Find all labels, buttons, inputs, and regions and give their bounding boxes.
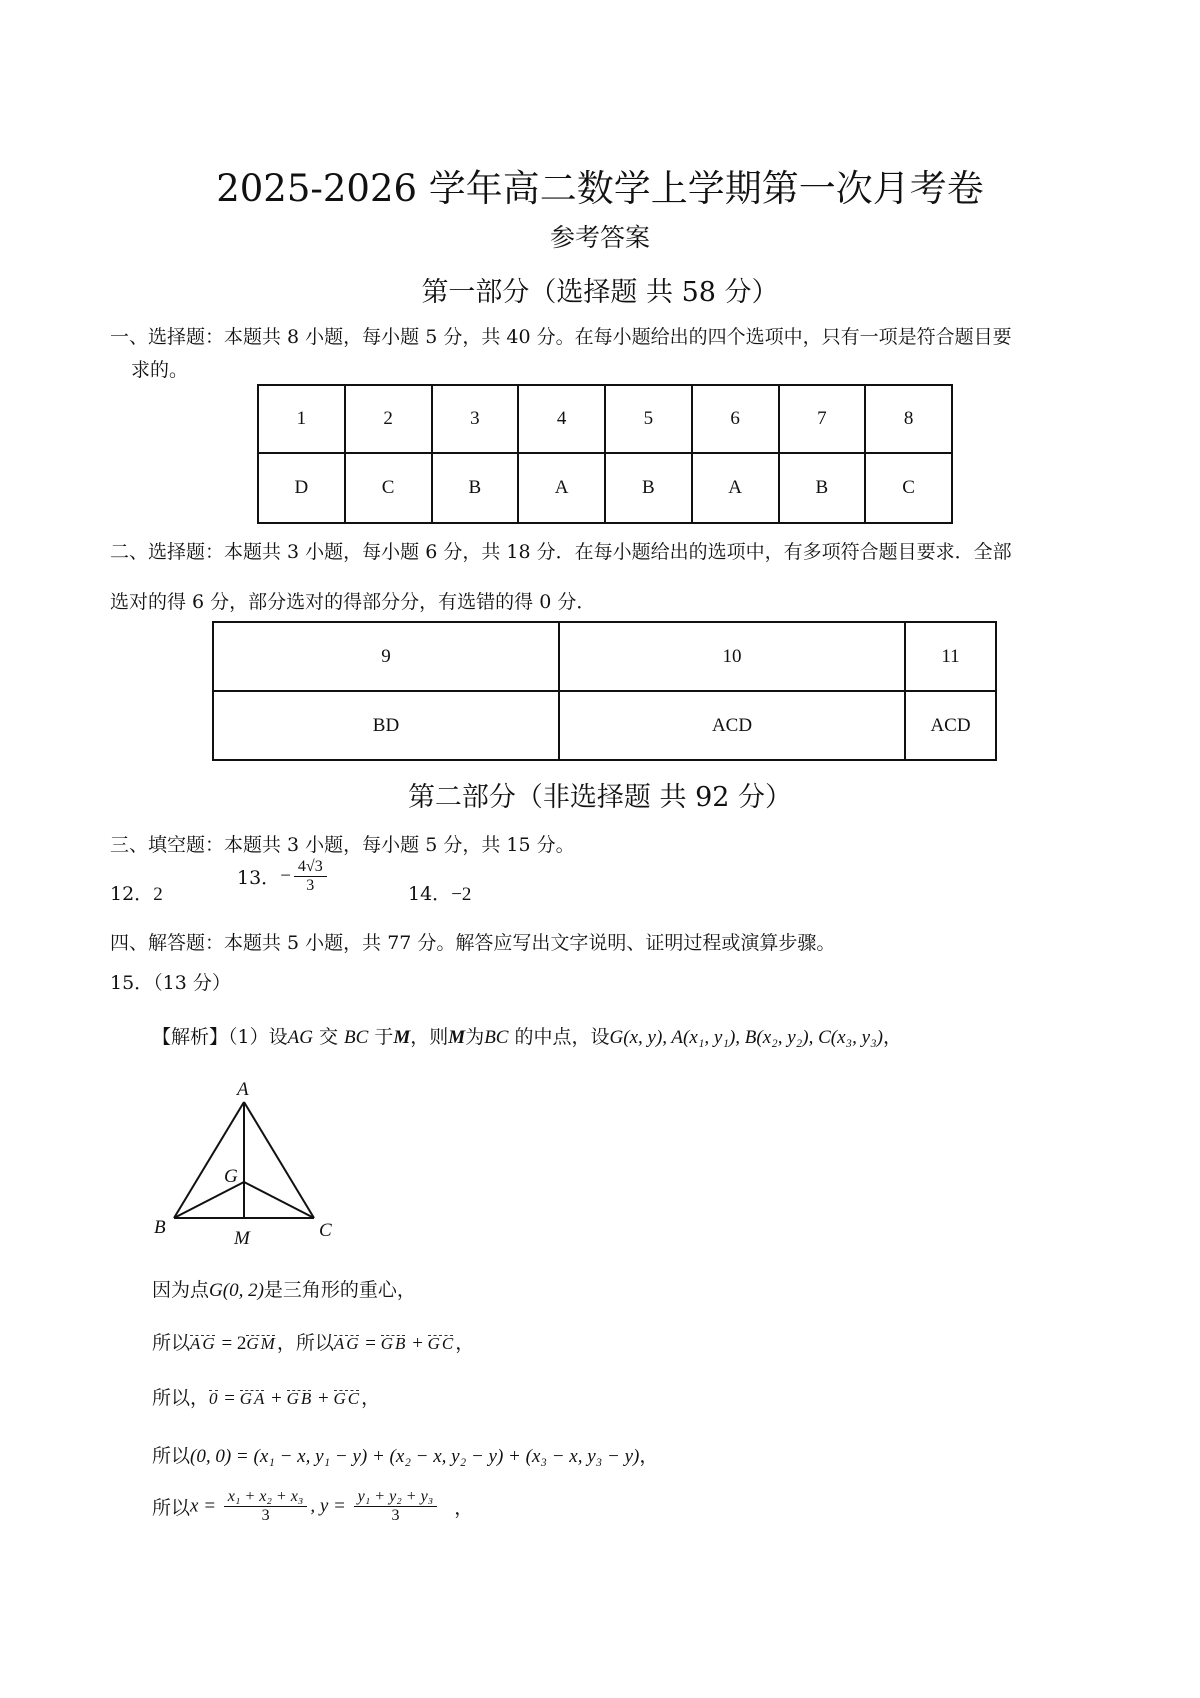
analysis-text: 所以 (152, 1332, 191, 1354)
math-segment: AG (287, 1027, 313, 1048)
analysis-text: 是三角形的重心， (263, 1279, 416, 1301)
math-operator: = (360, 1333, 381, 1354)
table-cell: 2 (345, 385, 432, 453)
math-segment: BC (484, 1027, 509, 1048)
question-label: 13． (237, 867, 281, 889)
analysis-text: ， (455, 1332, 475, 1354)
vector: GC (333, 1389, 362, 1408)
math-segment: BC (344, 1027, 369, 1048)
math-operator: = 2 (216, 1333, 247, 1354)
part2-heading: 第二部分（非选择题 共 92 分） (407, 782, 793, 813)
table-row (213, 622, 996, 691)
table-cell: 4 (518, 385, 605, 453)
table-cell: B (605, 453, 692, 523)
section1-intro-line2: 求的。 (131, 359, 189, 381)
analysis-text: 于 (368, 1026, 394, 1048)
analysis-text: 所以 (152, 1497, 191, 1519)
analysis-text: ， (639, 1445, 659, 1467)
table-cell: C (345, 453, 432, 523)
answer-value: 2 (153, 884, 163, 905)
analysis-text: 因为点 (152, 1279, 210, 1301)
table-cell: 6 (692, 385, 779, 453)
section1-intro-line1: 一、选择题：本题共 8 小题，每小题 5 分，共 40 分。在每小题给出的四个选项中，只有一项是符合题目要 (110, 326, 1012, 348)
analysis-text: ， (883, 1026, 903, 1048)
triangle-figure (150, 1078, 350, 1248)
fill-answer-13 (237, 858, 330, 895)
table-cell: B (779, 453, 866, 523)
vector: GM (246, 1334, 277, 1353)
table-cell: BD (213, 691, 559, 760)
analysis-text: 所以 (152, 1445, 191, 1467)
answer-table-multi-choice (212, 621, 997, 761)
vector: GC (427, 1334, 456, 1353)
math-operator: = (219, 1388, 240, 1409)
vertex-label-c: C (319, 1220, 332, 1241)
analysis-text: ，所以 (276, 1332, 334, 1354)
table-cell: 8 (865, 385, 952, 453)
vector: AG (190, 1334, 217, 1353)
table-cell: ACD (559, 691, 905, 760)
section4-intro: 四、解答题：本题共 5 小题，共 77 分。解答应写出文字说明、证明过程或演算步骤。 (110, 932, 836, 954)
table-cell: C (865, 453, 952, 523)
math-operator: + (266, 1388, 287, 1409)
vector: GB (380, 1334, 408, 1353)
math-expression: (0, 0) = (x₁ − x, y₁ − y) + (x₂ − x, y₂ − y) + (x₃ − x, y₃ − y) (190, 1446, 640, 1467)
analysis-line-6 (152, 1488, 473, 1525)
table-cell: A (692, 453, 779, 523)
midpoint-label-m: M (234, 1228, 250, 1248)
vector: GB (286, 1389, 314, 1408)
table-cell: 9 (213, 622, 559, 691)
analysis-text: ， (361, 1387, 381, 1409)
analysis-line-4 (152, 1383, 380, 1410)
answer-sign: − (280, 865, 291, 887)
centroid-label-g: G (224, 1166, 238, 1187)
vertex-label-b: B (154, 1217, 166, 1238)
vector: AG (333, 1334, 361, 1353)
analysis-text: 所以， (152, 1387, 210, 1409)
table-cell: 10 (559, 622, 905, 691)
analysis-text: （1）设 (228, 1026, 288, 1048)
answer-value: −2 (451, 884, 472, 905)
table-row (258, 453, 952, 523)
analysis-text: 的中点，设 (508, 1026, 610, 1048)
table-row (258, 385, 952, 453)
part1-heading: 第一部分（选择题 共 58 分） (421, 277, 779, 308)
fraction-numerator: 4√3 (294, 858, 327, 877)
analysis-text: ， (454, 1497, 474, 1519)
question-label: 14． (408, 883, 452, 905)
table-cell: A (518, 453, 605, 523)
fraction-numerator: y₁ + y₂ + y₃ (354, 1488, 438, 1507)
fill-answer-12 (110, 879, 163, 906)
math-fraction (224, 1488, 308, 1525)
page-title: 2025-2026 学年高二数学上学期第一次月考卷 (216, 167, 984, 210)
analysis-line-1 (152, 1022, 902, 1049)
table-cell: D (258, 453, 345, 523)
analysis-tag: 【解析】 (152, 1026, 229, 1048)
table-cell: 1 (258, 385, 345, 453)
analysis-line-2 (152, 1275, 416, 1302)
analysis-line-3 (152, 1328, 474, 1355)
section3-intro: 三、填空题：本题共 3 小题，每小题 5 分，共 15 分。 (110, 834, 575, 856)
fraction-denominator: 3 (391, 1507, 400, 1524)
math-fraction (354, 1488, 438, 1525)
table-cell: B (432, 453, 519, 523)
table-cell: 5 (605, 385, 692, 453)
math-variable: , y = (310, 1495, 351, 1517)
math-operator: + (313, 1388, 334, 1409)
answer-fraction (294, 858, 327, 895)
math-point: M (393, 1027, 411, 1048)
page-subtitle: 参考答案 (549, 223, 650, 252)
vertex-label-a: A (237, 1079, 249, 1100)
table-row (213, 691, 996, 760)
analysis-text: 交 (312, 1026, 345, 1048)
vector: 0 (209, 1389, 220, 1408)
table-cell: ACD (905, 691, 996, 760)
fill-answer-14 (408, 879, 471, 906)
answer-table-single-choice (257, 384, 953, 524)
table-cell: 3 (432, 385, 519, 453)
math-coordinates: G(x, y), A(x₁, y₁), B(x₂, y₂), C(x₃, y₃) (609, 1027, 884, 1048)
fraction-denominator: 3 (261, 1507, 270, 1524)
math-point: G(0, 2) (209, 1280, 264, 1301)
math-point: M (448, 1027, 466, 1048)
table-cell: 11 (905, 622, 996, 691)
analysis-line-5 (152, 1441, 658, 1468)
fraction-numerator: x₁ + x₂ + x₃ (224, 1488, 308, 1507)
math-operator: + (407, 1333, 428, 1354)
question-15-header: 15．（13 分） (110, 972, 231, 994)
table-cell: 7 (779, 385, 866, 453)
analysis-text: ，则 (410, 1026, 449, 1048)
fraction-denominator: 3 (306, 877, 315, 894)
section2-intro-line2: 选对的得 6 分，部分选对的得部分分，有选错的得 0 分． (110, 591, 596, 613)
question-label: 12． (110, 883, 154, 905)
analysis-text: 为 (465, 1026, 485, 1048)
vector: GA (239, 1389, 267, 1408)
math-variable: x = (190, 1495, 221, 1517)
section2-intro-line1: 二、选择题：本题共 3 小题，每小题 6 分，共 18 分．在每小题给出的选项中，有多项符合题目要求．全部 (110, 541, 1012, 563)
